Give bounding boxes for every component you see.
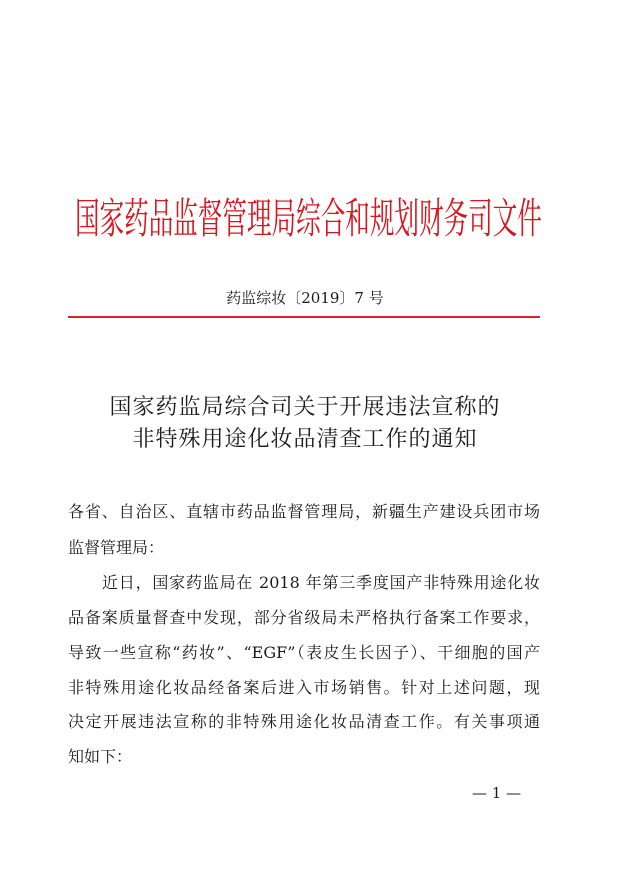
body-line-3: 近日，国家药监局在 2018 年第三季度国产非特殊用途化妆	[102, 573, 540, 592]
header-title-container	[75, 194, 545, 244]
notice-title-line-1: 国家药监局综合司关于开展违法宣称的	[109, 395, 501, 420]
body-line-2: 监督管理局：	[68, 538, 165, 557]
doc-number: 药监综妆〔2019〕7 号	[226, 289, 384, 307]
header-title: 国家药品监督管理局综合和规划财务司文件	[75, 194, 542, 243]
body-line-5: 导致一些宣称“药妆”、“EGF”（表皮生长因子）、干细胞的国产	[68, 643, 540, 662]
body-line-6: 非特殊用途化妆品经备案后进入市场销售。针对上述问题，现	[68, 678, 540, 697]
red-divider	[68, 316, 540, 318]
body-line-8: 知如下：	[68, 747, 133, 766]
body-line-7: 决定开展违法宣称的非特殊用途化妆品清查工作。有关事项通	[68, 712, 540, 731]
page-number: — 1 —	[472, 784, 522, 802]
body-line-4: 品备案质量督查中发现，部分省级局未严格执行备案工作要求，	[68, 608, 540, 627]
notice-title-line-2: 非特殊用途化妆品清查工作的通知	[132, 427, 478, 452]
body-line-1: 各省、自治区、直辖市药品监督管理局，新疆生产建设兵团市场	[68, 502, 540, 521]
